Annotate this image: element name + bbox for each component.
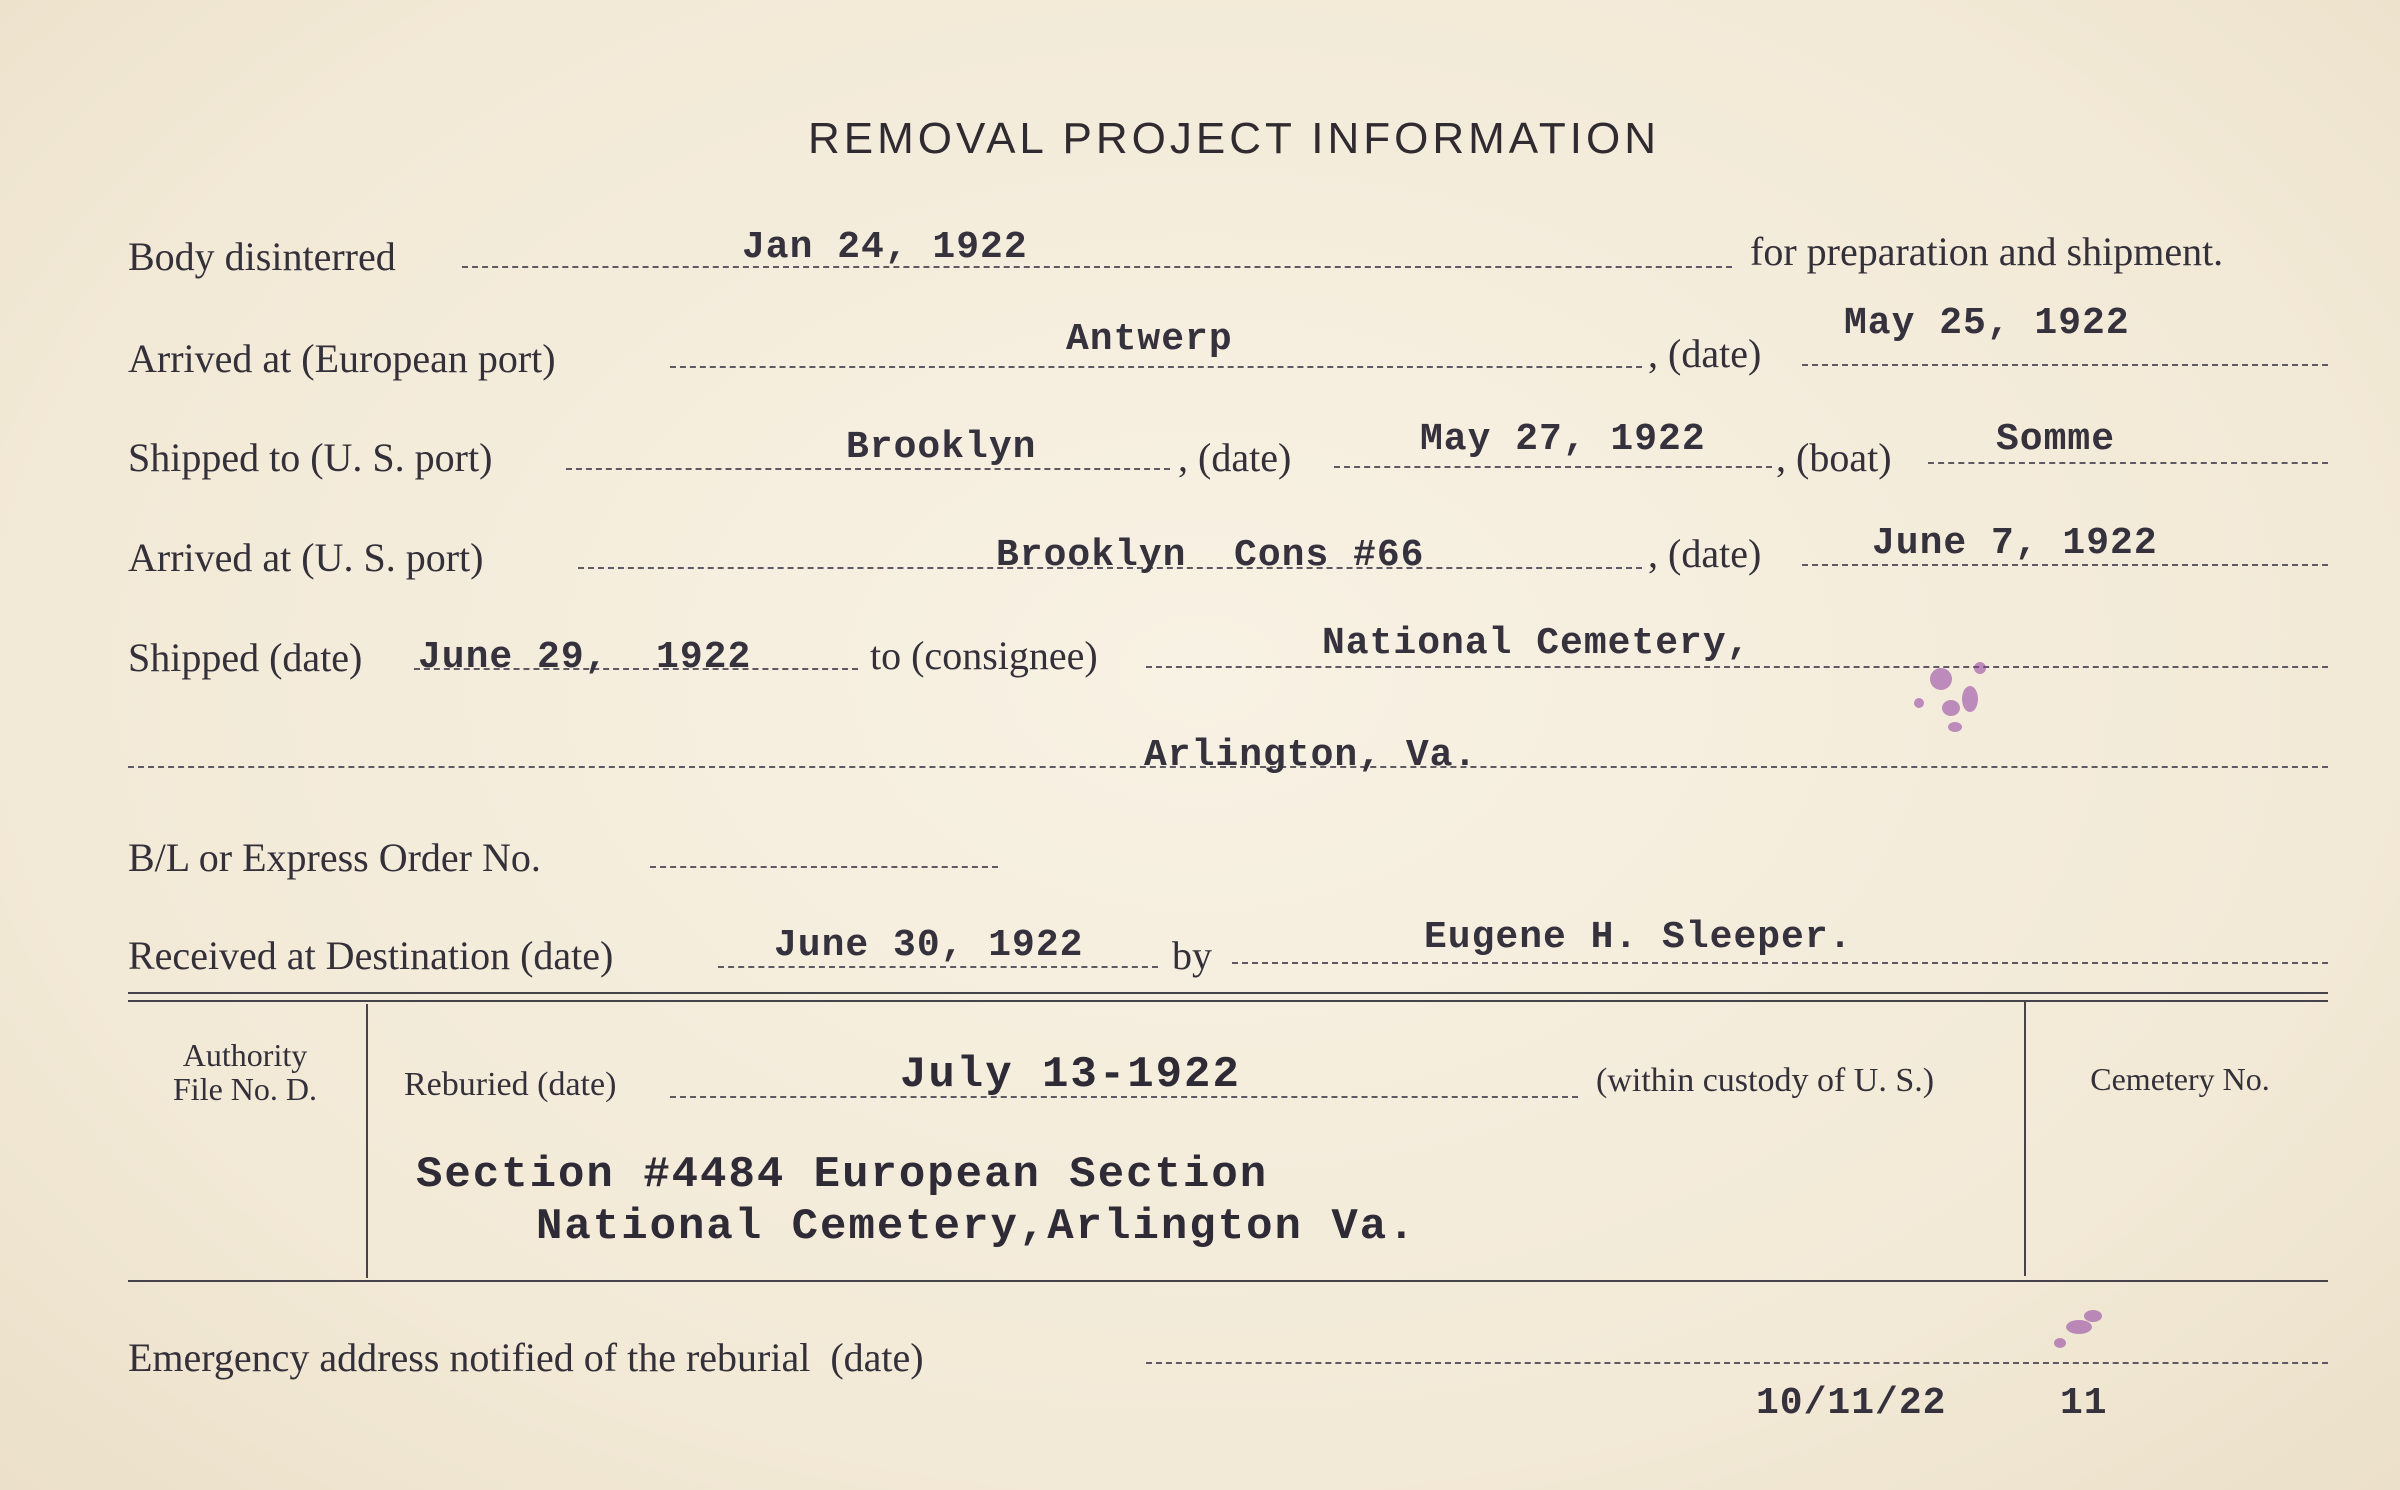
received-date: June 30, 1922	[774, 924, 1084, 967]
shipped-us-boat-line	[1928, 462, 2328, 464]
form-title: REMOVAL PROJECT INFORMATION	[808, 114, 1660, 163]
bl-order-line	[650, 866, 998, 868]
reburied-label: Reburied (date)	[404, 1066, 617, 1103]
shipped-date: June 29, 1922	[418, 636, 752, 679]
authority-label-line1: Authority	[182, 1037, 308, 1073]
received-by-label: by	[1172, 933, 1212, 978]
consignee-label: to (consignee)	[870, 633, 1098, 678]
consignee-line2: Arlington, Va.	[1144, 734, 1478, 777]
authority-label-line2: File No. D.	[173, 1071, 317, 1107]
arrived-us-date-label: , (date)	[1648, 531, 1762, 576]
arrived-european-label: Arrived at (European port)	[128, 336, 556, 381]
arrived-us-port: Brooklyn Cons #66	[996, 534, 1425, 577]
arrived-european-date-line	[1802, 364, 2328, 366]
body-disinterred-line	[462, 266, 1732, 268]
emergency-label: Emergency address notified of the reburial (date)	[128, 1335, 924, 1380]
arrived-european-port: Antwerp	[1066, 318, 1233, 361]
shipped-us-boat-label: , (boat)	[1776, 435, 1892, 480]
arrived-european-date-label: , (date)	[1648, 331, 1762, 376]
arrived-us-date: June 7, 1922	[1872, 522, 2158, 565]
shipped-us-date: May 27, 1922	[1420, 418, 1706, 461]
shipped-us-label: Shipped to (U. S. port)	[128, 435, 493, 480]
reburial-location-line2: National Cemetery,Arlington Va.	[536, 1202, 1417, 1252]
footer-code: 11	[2060, 1382, 2108, 1425]
box-divider-right	[2024, 1000, 2026, 1276]
shipped-us-date-label: , (date)	[1178, 435, 1292, 480]
received-by: Eugene H. Sleeper.	[1424, 916, 1853, 959]
emergency-line	[1146, 1362, 2328, 1364]
arrived-european-port-line	[670, 366, 1642, 368]
body-disinterred-value: Jan 24, 1922	[742, 226, 1028, 269]
box-top-rule-2	[128, 1000, 2328, 1002]
received-by-line	[1232, 962, 2328, 964]
consignee-line	[1146, 666, 2328, 668]
reburied-date: July 13-1922	[900, 1050, 1241, 1100]
box-divider-left	[366, 1004, 368, 1278]
shipped-us-date-line	[1334, 466, 1772, 468]
arrived-european-date: May 25, 1922	[1844, 302, 2130, 345]
cemetery-no-label: Cemetery No.	[2090, 1061, 2270, 1097]
bl-order-label: B/L or Express Order No.	[128, 835, 541, 880]
reburied-note: (within custody of U. S.)	[1596, 1062, 1935, 1099]
shipped-us-boat: Somme	[1996, 418, 2116, 461]
box-top-rule-1	[128, 992, 2328, 994]
shipped-us-port: Brooklyn	[846, 426, 1037, 469]
received-label: Received at Destination (date)	[128, 933, 614, 978]
footer-date: 10/11/22	[1756, 1382, 1947, 1425]
body-disinterred-suffix: for preparation and shipment.	[1750, 229, 2224, 274]
consignee-line1: National Cemetery,	[1322, 622, 1751, 665]
arrived-us-label: Arrived at (U. S. port)	[128, 535, 484, 580]
shipped-label: Shipped (date)	[128, 635, 363, 680]
body-disinterred-label: Body disinterred	[128, 234, 396, 279]
reburial-location-line1: Section #4484 European Section	[416, 1150, 1269, 1200]
box-bottom-rule	[128, 1280, 2328, 1282]
